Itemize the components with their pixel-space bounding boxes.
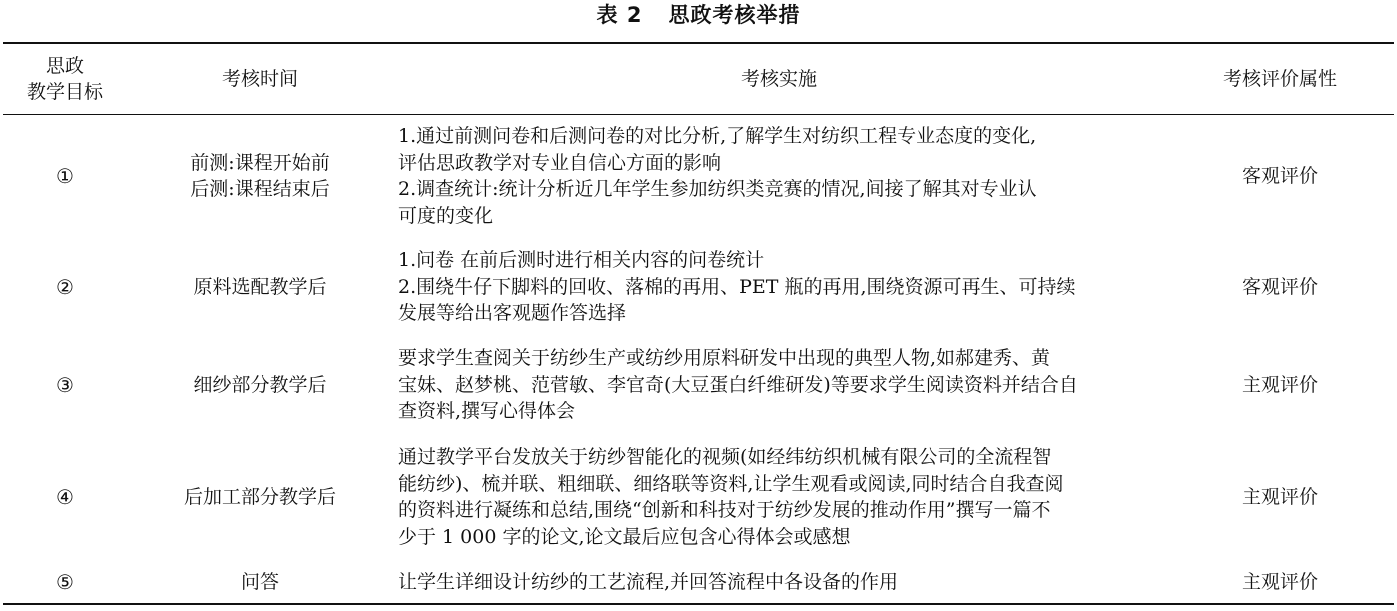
row-impl-line: 少于 1 000 字的论文,论文最后应包含心得体会或感想 (398, 525, 851, 548)
row-attr: 主观评价 (1241, 374, 1318, 396)
row-impl-line: 可度的变化 (398, 204, 494, 227)
header-goal-line-2: 教学目标 (26, 81, 103, 103)
row-impl-line: 1.通过前测问卷和后测问卷的对比分析,了解学生对纺织工程专业态度的变化, (398, 125, 1037, 147)
row-impl-line: 让学生详细设计纺纱的工艺流程,并回答流程中各设备的作用 (398, 570, 899, 593)
bottom-rule (3, 603, 1394, 605)
row-impl-line: 1.问卷 在前后测时进行相关内容的问卷统计 (398, 249, 765, 272)
row-goal: ② (56, 275, 74, 299)
table-title: 思政考核举措 (668, 3, 801, 27)
row-impl-line: 评估思政教学对专业自信心方面的影响 (398, 151, 722, 174)
header-rule (3, 114, 1394, 115)
header-goal-line-1: 思政 (45, 55, 84, 77)
row-impl-line: 2.围绕牛仔下脚料的回收、落棉的再用、PET 瓶的再用,围绕资源可再生、可持续 (398, 275, 1076, 298)
row-time (140, 568, 380, 596)
row-impl (398, 568, 1160, 596)
row-impl-line: 的资料进行凝练和总结,围绕“创新和科技对于纺纱发展的推动作用”撰写一篇不 (398, 499, 1051, 521)
row-impl-line: 2.调查统计:统计分析近几年学生参加纺织类竞赛的情况,间接了解其对专业认 (398, 178, 1037, 200)
row-attr: 客观评价 (1241, 276, 1318, 298)
row-impl (398, 442, 1160, 552)
row-impl (398, 122, 1160, 230)
row-impl-line: 发展等给出客观题作答选择 (398, 302, 627, 325)
header-time: 考核时间 (221, 68, 298, 90)
row-goal: ⑤ (56, 570, 74, 594)
row-impl-line: 通过教学平台发放关于纺纱智能化的视频(如经纬纺织机械有限公司的全流程智 (398, 446, 1052, 468)
row-impl-line: 查资料,撰写心得体会 (398, 400, 576, 423)
table-number: 表 2 (596, 3, 643, 27)
row-time (140, 343, 380, 427)
header-attr: 考核评价属性 (1222, 68, 1337, 90)
row-goal: ① (56, 164, 74, 188)
header-goal (10, 46, 120, 112)
row-time-line: 后测:课程结束后 (190, 178, 330, 200)
row-time (140, 122, 380, 230)
table-caption (0, 2, 1397, 28)
row-attr: 客观评价 (1241, 165, 1318, 187)
row-impl (398, 246, 1160, 328)
row-impl-line: 能纺纱)、梳并联、粗细联、细络联等资料,让学生观看或阅读,同时结合自我查阅 (398, 472, 1064, 495)
row-impl-line: 宝妹、赵梦桃、范菅敏、李官奇(大豆蛋白纤维研发)等要求学生阅读资料并结合自 (398, 373, 1078, 396)
row-attr: 主观评价 (1241, 486, 1318, 508)
top-rule (3, 42, 1394, 44)
row-time (140, 442, 380, 552)
header-impl: 考核实施 (740, 68, 817, 90)
row-time-line: 问答 (240, 571, 279, 593)
row-time-line: 原料选配教学后 (193, 276, 327, 298)
row-impl-line: 要求学生查阅关于纺纱生产或纺纱用原料研发中出现的典型人物,如郝建秀、黄 (398, 347, 1051, 370)
row-attr: 主观评价 (1241, 571, 1318, 593)
row-goal: ③ (56, 373, 74, 397)
row-impl (398, 343, 1160, 427)
row-goal: ④ (56, 485, 74, 509)
row-time (140, 246, 380, 328)
row-time-line: 细纱部分教学后 (193, 374, 327, 396)
row-time-line: 后加工部分教学后 (183, 486, 336, 508)
row-time-line: 前测:课程开始前 (190, 152, 330, 174)
